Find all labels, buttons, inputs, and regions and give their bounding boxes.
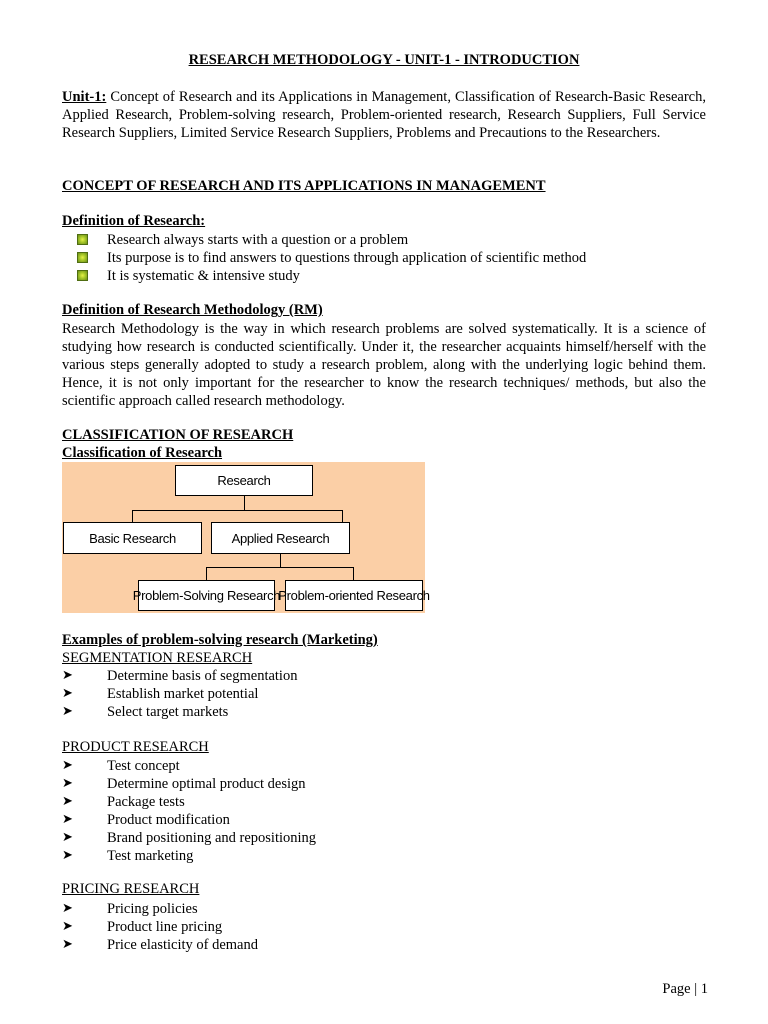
list-item: [62, 847, 702, 865]
arrow-bullet-icon: ➤: [62, 758, 73, 773]
unit-label: Unit-1:: [62, 89, 107, 105]
green-square-bullet-icon: [77, 234, 88, 245]
list-item-text: Product line pricing: [107, 919, 223, 935]
diagram-node-applied-research: Applied Research: [211, 522, 350, 554]
green-square-bullet-icon: [77, 270, 88, 281]
list-item-text: It is systematic & intensive study: [107, 268, 300, 284]
list-item: [62, 685, 702, 703]
diagram-node-problem-solving-research: Problem-Solving Research: [138, 580, 275, 611]
list-item: [62, 918, 702, 936]
arrow-bullet-icon: ➤: [62, 794, 73, 809]
pricing-heading: PRICING RESEARCH: [62, 881, 200, 897]
classification-subheading: Classification of Research: [62, 445, 223, 461]
definition-research-list: [62, 231, 702, 285]
list-item-text: Product modification: [107, 812, 230, 828]
list-item: [62, 231, 702, 249]
unit-overview-text: Concept of Research and its Applications in Management, Classification of Research-Basic Research, Applied Research, Problem-solving research, Problem-oriented research, Research Suppliers, Full Service Research Suppliers, Limited Service Research Suppliers, Problems and Precautions to the Researchers.: [62, 89, 706, 141]
green-square-bullet-icon: [77, 252, 88, 263]
list-item-text: Determine optimal product design: [107, 776, 306, 792]
page-number: Page | 1: [662, 981, 708, 997]
diagram-connector: [206, 567, 207, 580]
arrow-bullet-icon: ➤: [62, 901, 73, 916]
arrow-bullet-icon: ➤: [62, 776, 73, 791]
arrow-bullet-icon: ➤: [62, 812, 73, 827]
diagram-connector: [132, 510, 133, 522]
list-item-text: Test concept: [107, 758, 180, 774]
arrow-bullet-icon: ➤: [62, 830, 73, 845]
list-item: [62, 775, 702, 793]
list-item: [62, 757, 702, 775]
arrow-bullet-icon: ➤: [62, 686, 73, 701]
unit-overview-paragraph: [62, 88, 706, 142]
arrow-bullet-icon: ➤: [62, 668, 73, 683]
list-item-text: Determine basis of segmentation: [107, 668, 298, 684]
examples-heading: Examples of problem-solving research (Marketing): [62, 632, 378, 648]
list-item-text: Price elasticity of demand: [107, 937, 258, 953]
arrow-bullet-icon: ➤: [62, 848, 73, 863]
definition-rm-heading: Definition of Research Methodology (RM): [62, 302, 323, 318]
product-heading: PRODUCT RESEARCH: [62, 739, 209, 755]
diagram-connector: [280, 554, 281, 567]
list-item: [62, 829, 702, 847]
page-title: RESEARCH METHODOLOGY - UNIT-1 - INTRODUCTION: [188, 52, 580, 68]
list-item-text: Research always starts with a question or a problem: [107, 232, 409, 248]
list-item-text: Test marketing: [107, 848, 194, 864]
arrow-bullet-icon: ➤: [62, 704, 73, 719]
segmentation-heading: SEGMENTATION RESEARCH: [62, 650, 253, 666]
arrow-bullet-icon: ➤: [62, 937, 73, 952]
definition-research-heading: Definition of Research:: [62, 213, 206, 229]
list-item: [62, 667, 702, 685]
list-item: [62, 703, 702, 721]
list-item: [62, 249, 702, 267]
list-item-text: Package tests: [107, 794, 185, 810]
list-item-text: Select target markets: [107, 704, 229, 720]
list-item: [62, 811, 702, 829]
arrow-bullet-icon: ➤: [62, 919, 73, 934]
list-item: [62, 936, 702, 954]
list-item: [62, 267, 702, 285]
classification-heading: CLASSIFICATION OF RESEARCH: [62, 427, 294, 443]
diagram-connector: [244, 496, 245, 510]
list-item-text: Pricing policies: [107, 901, 198, 917]
list-item-text: Establish market potential: [107, 686, 259, 702]
classification-diagram: [62, 462, 430, 613]
list-item-text: Brand positioning and repositioning: [107, 830, 317, 846]
diagram-connector: [132, 510, 343, 511]
definition-rm-paragraph: Research Methodology is the way in which research problems are solved systematically. It is a science of studying how research is conducted scientifically. Under it, the researcher acquaints himself/herself with the various steps generally adopted to study a research problem, along with the underlying logic behind them. Hence, it is not only important for the researcher to know the research techniques/ methods, but also the scientific approach called research methodology.: [62, 321, 706, 409]
list-item-text: Its purpose is to find answers to questions through application of scientific method: [107, 250, 587, 266]
diagram-node-research: Research: [175, 465, 313, 496]
diagram-node-basic-research: Basic Research: [63, 522, 202, 554]
concept-heading: CONCEPT OF RESEARCH AND ITS APPLICATIONS IN MANAGEMENT: [62, 178, 546, 194]
diagram-node-problem-oriented-research: Problem-oriented Research: [285, 580, 423, 611]
diagram-connector: [353, 567, 354, 580]
segmentation-list: [62, 667, 702, 721]
pricing-list: [62, 900, 702, 954]
list-item: [62, 900, 702, 918]
product-list: [62, 757, 702, 865]
diagram-connector: [342, 510, 343, 522]
list-item: [62, 793, 702, 811]
diagram-connector: [206, 567, 354, 568]
